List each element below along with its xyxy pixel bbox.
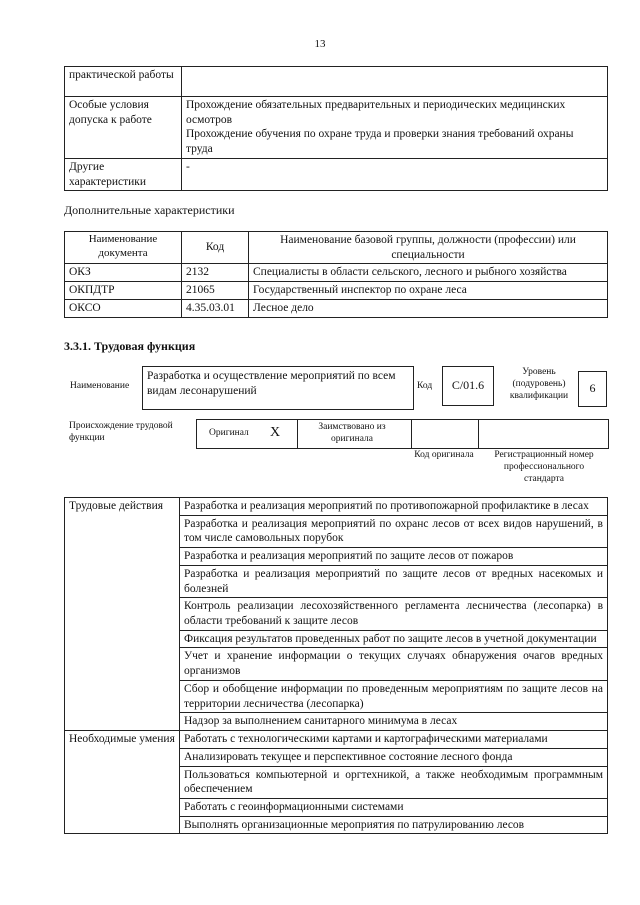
skill-item: Выполнять организационные мероприятия по патрулированию лесов xyxy=(180,816,608,834)
main-table xyxy=(64,497,608,834)
header-cell: Наименование базовой группы, должности (профессии) или специальности xyxy=(249,232,608,264)
origin-label: Происхождение трудовой функции xyxy=(69,421,173,443)
action-item: Сбор и обобщение информации по проведенным мероприятиям по защите лесов на территории лесничества (лесопарка) xyxy=(180,680,608,712)
header-cell: Код xyxy=(182,232,249,264)
function-code-box xyxy=(442,366,494,406)
divider xyxy=(297,420,298,448)
table-row xyxy=(65,282,608,300)
table-row xyxy=(65,498,608,516)
name-cell: Специалисты в области сельского, лесного и рыбного хозяйства xyxy=(249,264,608,282)
level-value: 6 xyxy=(589,381,596,396)
label-cell: Другие характеристики xyxy=(65,158,182,190)
page-number: 13 xyxy=(314,38,326,50)
section-label: Необходимые умения xyxy=(65,731,180,834)
top-table xyxy=(64,66,608,191)
value-line: Прохождение обязательных предварительных и периодических медицинских осмотров xyxy=(186,99,566,126)
level-box xyxy=(578,371,607,407)
header-cell: Наименование документа xyxy=(65,232,182,264)
value-line: - xyxy=(186,160,190,173)
table-header-row xyxy=(65,232,608,264)
origin-box xyxy=(196,419,609,449)
skill-item: Анализировать текущее и перспективное состояние лесного фонда xyxy=(180,748,608,766)
table-row xyxy=(65,67,608,97)
extra-title: Дополнительные характеристики xyxy=(64,203,235,217)
value-cell xyxy=(182,97,608,159)
code-cell: 2132 xyxy=(182,264,249,282)
value-line: Прохождение обучения по охране труда и проверки знания требований охраны труда xyxy=(186,128,574,156)
action-item: Разработка и реализация мероприятий по охранс лесов от всех видов нарушений, в том числе самовольных порубок xyxy=(180,515,608,547)
name-label: Наименование xyxy=(70,381,130,391)
label-cell: Особые условия допуска к работе xyxy=(65,97,182,159)
name-cell: Лесное дело xyxy=(249,299,608,317)
doc-cell: ОКПДТР xyxy=(65,282,182,300)
table-row xyxy=(65,731,608,749)
table-row xyxy=(65,299,608,317)
function-code: С/01.6 xyxy=(451,378,485,393)
skill-item: Работать с технологическими картами и картографическими материалами xyxy=(180,731,608,749)
action-item: Фиксация результатов проведенных работ по защите лесов в учетной документации xyxy=(180,630,608,648)
table-row xyxy=(65,158,608,190)
section-label: Трудовые действия xyxy=(65,498,180,731)
action-item: Разработка и реализация мероприятий по защите лесов от вредных насекомых и болезней xyxy=(180,565,608,597)
skill-item: Работать с геоинформационными системами xyxy=(180,798,608,816)
action-item: Контроль реализации лесохозяйственного регламента лесничества (лесопарка) в области требований к защите лесов xyxy=(180,598,608,630)
action-item: Учет и хранение информации о текущих случаях обнаружения очагов вредных организмов xyxy=(180,648,608,680)
borrowed-label: Заимствовано из оригинала xyxy=(318,422,386,444)
code-label: Код xyxy=(417,381,433,391)
label-cell: практической работы xyxy=(65,67,182,97)
code-cell: 21065 xyxy=(182,282,249,300)
value-cell xyxy=(182,158,608,190)
code-cell: 4.35.03.01 xyxy=(182,299,249,317)
extra-table xyxy=(64,231,608,318)
name-cell: Государственный инспектор по охране леса xyxy=(249,282,608,300)
code-caption: Код оригинала xyxy=(414,450,474,460)
original-mark: X xyxy=(270,425,281,440)
table-row xyxy=(65,264,608,282)
original-label: Оригинал xyxy=(209,428,249,438)
function-name: Разработка и осуществление мероприятий по всем видам лесонарушений xyxy=(147,370,396,397)
level-label: Уровень (подуровень) квалификации xyxy=(509,367,569,401)
section-title: 3.3.1. Трудовая функция xyxy=(64,339,196,353)
divider xyxy=(411,420,412,448)
skill-item: Пользоваться компьютерной и оргтехникой, а также необходимым программным обеспечением xyxy=(180,766,608,798)
divider xyxy=(478,420,479,448)
function-name-box xyxy=(142,366,414,410)
action-item: Надзор за выполнением санитарного минимума в лесах xyxy=(180,713,608,731)
action-item: Разработка и реализация мероприятий по защите лесов от пожаров xyxy=(180,548,608,566)
doc-cell: ОКЗ xyxy=(65,264,182,282)
reg-caption: Регистрационный номер профессионального стандарта xyxy=(494,450,594,484)
value-cell xyxy=(182,67,608,97)
table-row xyxy=(65,97,608,159)
doc-cell: ОКСО xyxy=(65,299,182,317)
action-item: Разработка и реализация мероприятий по противопожарной профилактике в лесах xyxy=(180,498,608,516)
